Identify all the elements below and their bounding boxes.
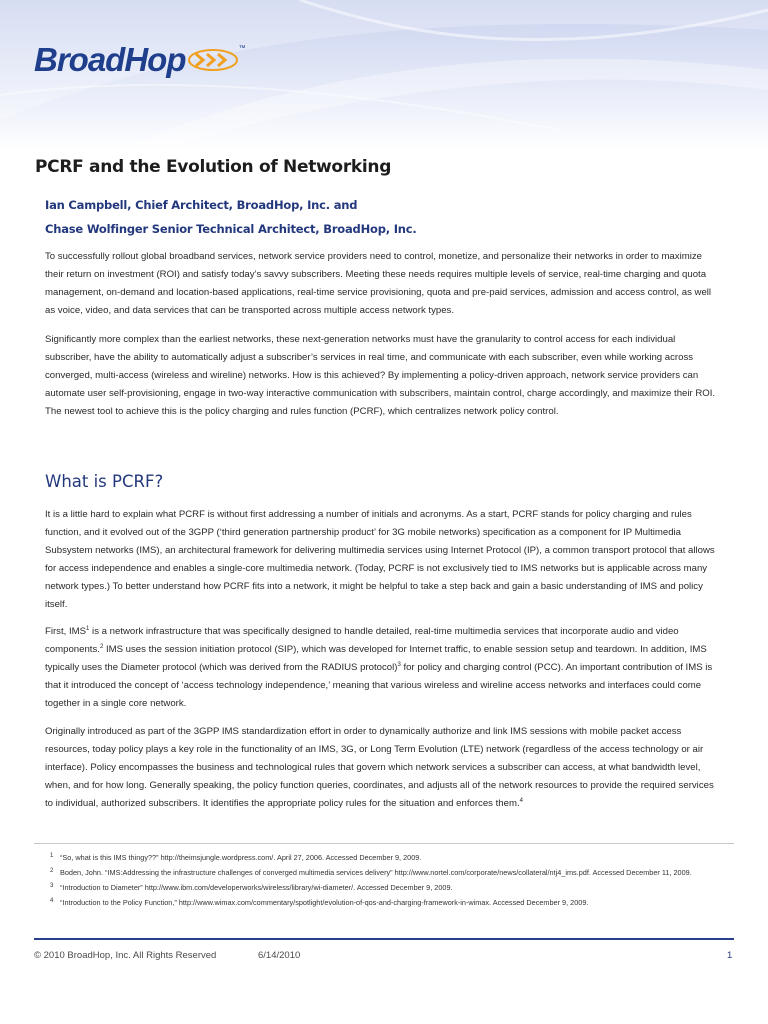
footnote-ref-2[interactable]: 2 <box>99 643 104 650</box>
author-line-1: Ian Campbell, Chief Architect, BroadHop, Inc. and <box>45 198 358 212</box>
footnote-number: 2 <box>50 868 54 874</box>
trademark-symbol: ™ <box>238 44 246 52</box>
intro-paragraph-2: Significantly more complex than the earliest networks, these next-generation networks must have the granularity to control access for each individual subscriber, have the ability to automatically adjust a subscriber’s services in real time, and communicate with each subscriber, even while working across converged, multi-access (wireless and wireline) networks. How is this achieved? By implementing a policy-driven approach, network service providers can automate user self-provisioning, engage in two-way interactive communication with subscribers, maintain control, charge accordingly, and maximize their ROI. The newest tool to achieve this is the policy charging and rules function (PCRF), which centralizes network policy control. <box>45 334 716 417</box>
broadhop-logo <box>34 42 246 78</box>
footnote-item <box>50 852 740 864</box>
intro-paragraph-1: To successfully rollout global broadband services, network service providers need to control, monetize, and personalize their networks in order to maximize their return on investment (ROI) and satisfy today’s savvy subscribers. Meeting these needs requires multiple levels of service, real-time charging and quota management, on-demand and location-based applications, real-time service provisioning, quota and pre-paid services, admission and access control, as well as voice, video, and data services that can be transported across multiple access network types. <box>45 251 712 316</box>
footnote-text: “Introduction to the Policy Function,” http://www.wimax.com/commentary/spotlight/evolution-of-qos-and-charging-framework-in-wimax. Accessed December 9, 2009. <box>60 898 589 907</box>
footnote-number: 1 <box>50 853 54 859</box>
pcrf-paragraph-1: It is a little hard to explain what PCRF is without first addressing a number of initials and acronyms. As a start, PCRF stands for policy charging and rules function, and it evolved out of the 3GPP (‘third generation partnership product’ for 3G mobile networks) specification as a component for IP Multimedia Subsystem networks (IMS), an architectural framework for delivering multimedia services using Internet Protocol (IP), a common transport protocol that allows for access independence and enables a single-core multimedia network. (Today, PCRF is not exclusively tied to IMS networks but is applicable across many network types.) To better understand how PCRF fits into a network, it might be helpful to take a step back and gain a basic understanding of IMS and policy itself. <box>45 509 715 610</box>
header-banner <box>0 0 768 150</box>
logo-arrows-icon <box>188 49 238 71</box>
pcrf-paragraph-2 <box>45 623 723 713</box>
logo-text: BroadHop <box>34 41 186 78</box>
para4-text-d: for policy and charging control (PCC). An important contribution of IMS is that it introduced the concept of ‘access technology independence,’ meaning that various wireless and wireline access networks and interfaces could come together in a single core network. <box>45 662 713 709</box>
footnote-ref-4[interactable]: 4 <box>519 797 523 804</box>
para5-text: Originally introduced as part of the 3GPP IMS standardization effort in order to dynamically authorize and link IMS sessions with mobile packet access resources, today policy plays a key role in the functionality of an IMS, 3G, or Long Term Evolution (LTE) network (regardless of the access technology or air interface). Policy encompasses the business and technological rules that govern which network services a subscriber can access, at what bandwidth level, when, and for how long. Generally speaking, the policy function queries, coordinates, and adjusts all of the network resources to provide the required services to individual, authorized subscribers. It identifies the appropriate policy rules for the situation and enforces them. <box>45 726 714 809</box>
footnote-number: 4 <box>50 898 54 904</box>
footnote-ref-1[interactable]: 1 <box>86 625 90 632</box>
page-title: PCRF and the Evolution of Networking <box>35 157 392 177</box>
para4-text-c: IMS uses the session initiation protocol (SIP), which was developed for Internet traffic, to enable session setup and teardown. In addition, IMS typically uses the Diameter protocol (which was derived from the RADIUS protocol) <box>45 644 707 673</box>
footer-date: 6/14/2010 <box>258 950 301 961</box>
footnote-text: “Introduction to Diameter” http://www.ibm.com/developerworks/wireless/library/wi-diameter/. Accessed December 9, 2009. <box>60 883 453 892</box>
footer-copyright: © 2010 BroadHop, Inc. All Rights Reserved <box>34 950 217 961</box>
para4-text-b: is a network infrastructure that was specifically designed to handle detailed, real-time multimedia services that incorporate audio and video components. <box>45 626 679 655</box>
footnote-ref-3[interactable]: 3 <box>397 661 401 668</box>
footnote-item <box>50 867 740 879</box>
pcrf-paragraph-3 <box>45 723 723 813</box>
section-heading-what-is-pcrf: What is PCRF? <box>45 472 164 491</box>
footnote-text: Boden, John. “IMS:Addressing the infrastructure challenges of converged multimedia services delivery” http://www.nortel.com/corporate/news/collateral/ntj4_ims.pdf. Accessed December 11, 2009. <box>60 868 692 877</box>
footnote-text: “So, what is this IMS thingy??” http://theimsjungle.wordpress.com/. April 27, 2006. Accessed December 9, 2009. <box>60 853 422 862</box>
footer-divider <box>34 938 734 940</box>
footnote-item <box>50 882 740 894</box>
footer-page-number: 1 <box>727 950 733 961</box>
para4-text-a: First, IMS <box>45 626 87 637</box>
footnote-item <box>50 897 740 909</box>
footnotes-divider <box>34 843 734 844</box>
author-line-2: Chase Wolfinger Senior Technical Architect, BroadHop, Inc. <box>45 222 417 236</box>
footnote-number: 3 <box>50 883 54 889</box>
footnotes <box>50 852 740 912</box>
